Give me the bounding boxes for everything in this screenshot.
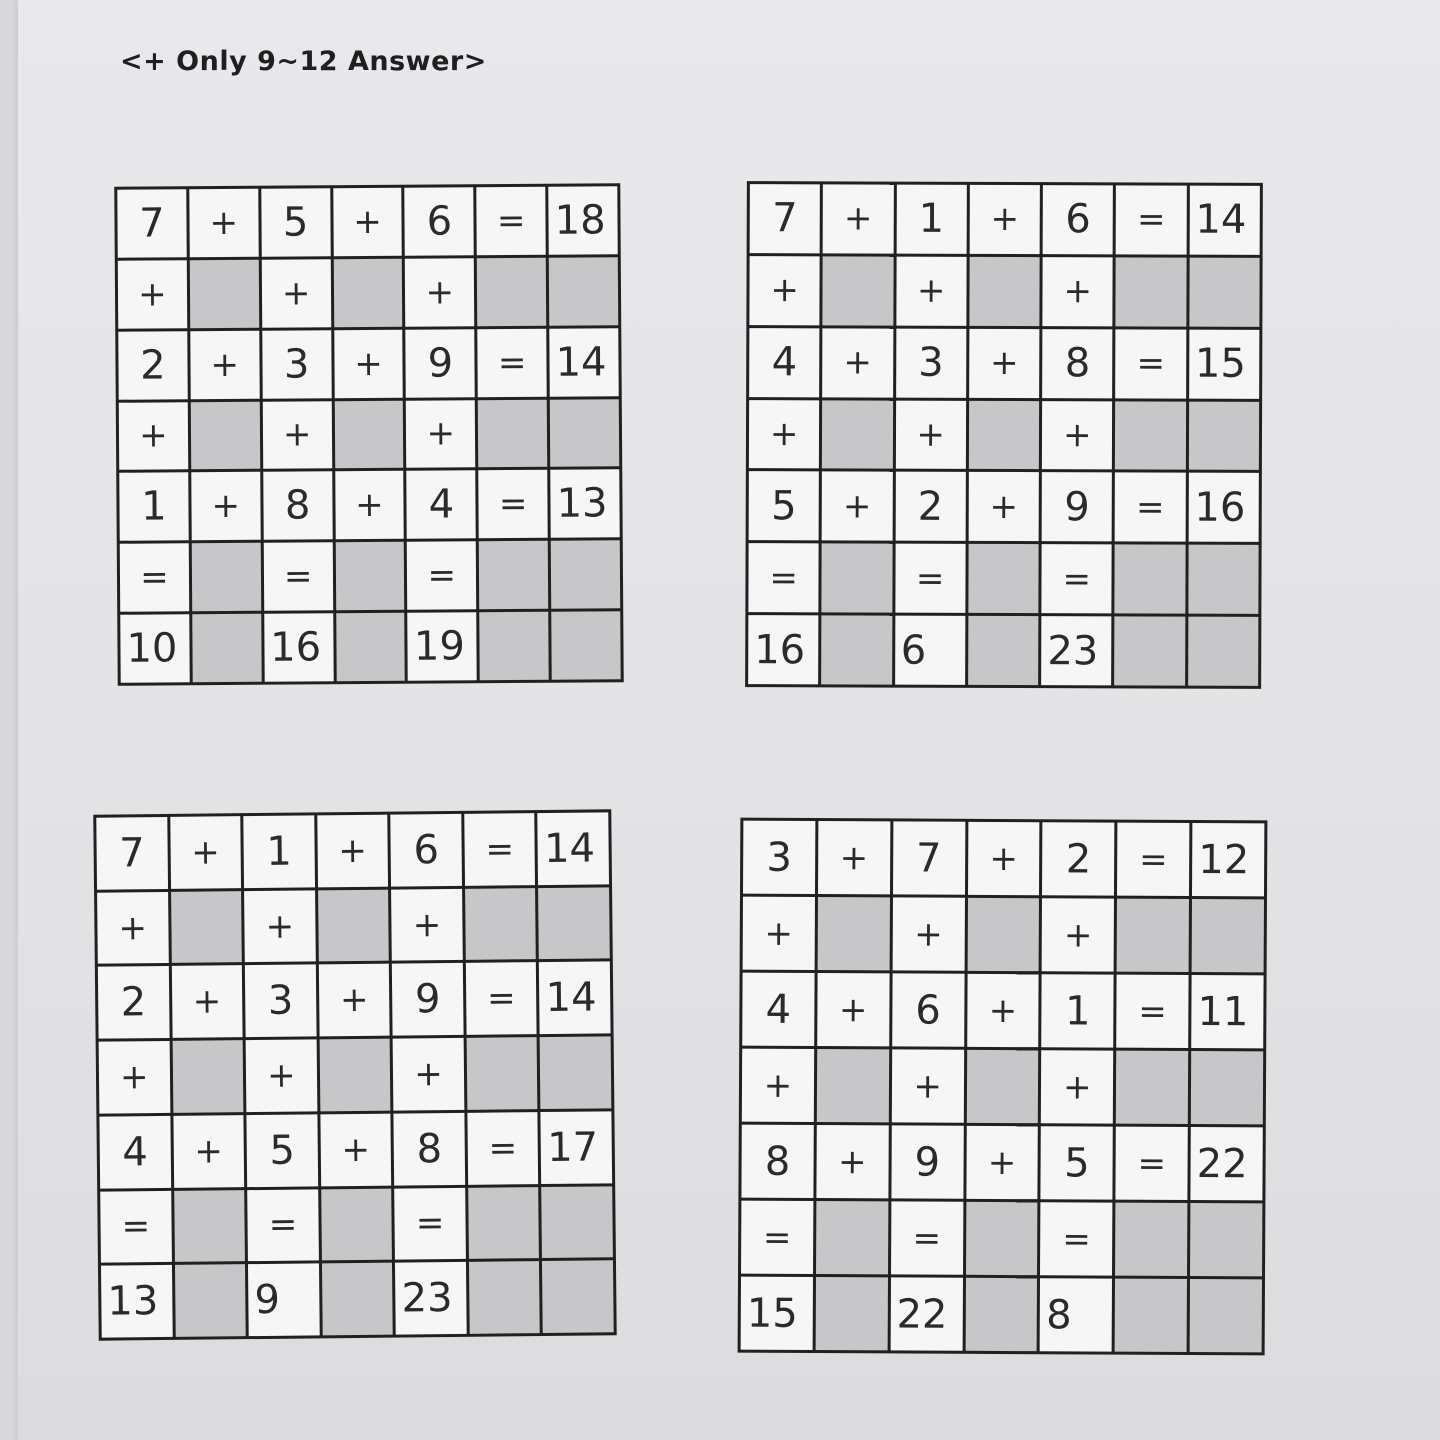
number-cell: 3 <box>896 328 967 397</box>
shaded-cell <box>336 613 405 681</box>
shaded-cell <box>318 889 389 961</box>
shaded-cell <box>538 887 609 959</box>
number-cell: 10 <box>120 614 189 682</box>
number-cell: 5 <box>247 1114 318 1186</box>
shaded-cell <box>540 1036 611 1108</box>
operator-cell: + <box>173 1115 244 1187</box>
shaded-cell <box>1188 617 1259 686</box>
shaded-cell <box>468 1187 539 1259</box>
operator-cell: = <box>741 1201 813 1274</box>
operator-cell: + <box>818 821 890 894</box>
number-cell: 6 <box>405 187 474 255</box>
number-cell: 6 <box>892 973 964 1046</box>
operator-cell: + <box>333 188 402 256</box>
shaded-cell <box>465 888 536 960</box>
shaded-cell <box>967 898 1039 971</box>
number-cell: 1 <box>119 473 188 541</box>
shaded-cell <box>817 1049 889 1122</box>
operator-cell: + <box>823 184 894 253</box>
shaded-cell <box>823 256 894 325</box>
operator-cell: + <box>967 974 1039 1047</box>
shaded-cell <box>1115 545 1186 614</box>
shaded-cell <box>175 1264 246 1336</box>
operator-cell: + <box>191 472 260 540</box>
shaded-cell <box>191 401 260 469</box>
operator-cell: + <box>743 897 815 970</box>
shaded-cell <box>335 542 404 610</box>
operator-cell: + <box>742 1049 814 1122</box>
number-cell: 22 <box>1191 1127 1263 1200</box>
number-cell: 4 <box>99 1116 170 1188</box>
shaded-cell <box>1192 899 1264 972</box>
shaded-cell <box>821 616 892 685</box>
operator-cell: + <box>749 256 820 325</box>
shaded-cell <box>815 1277 887 1350</box>
number-cell: 8 <box>394 1113 465 1185</box>
number-cell: 11 <box>1191 975 1263 1048</box>
operator-cell: + <box>262 401 331 469</box>
number-cell: 4 <box>749 328 820 397</box>
shaded-cell <box>171 891 242 963</box>
number-cell: 5 <box>1041 1126 1113 1199</box>
operator-cell: = <box>895 544 966 613</box>
number-cell: 5 <box>749 472 820 541</box>
operator-cell: = <box>263 543 332 611</box>
shaded-cell <box>542 1186 613 1258</box>
operator-cell: = <box>120 544 189 612</box>
operator-cell: + <box>817 973 889 1046</box>
number-cell: 4 <box>742 973 814 1046</box>
operator-cell: + <box>895 400 966 469</box>
number-cell: 3 <box>743 821 815 894</box>
number-cell: 9 <box>891 1125 963 1198</box>
operator-cell: = <box>467 1112 538 1184</box>
operator-cell: + <box>97 892 168 964</box>
operator-cell: + <box>966 1126 1038 1199</box>
shaded-cell <box>542 1261 613 1333</box>
shaded-cell <box>1115 617 1186 686</box>
number-cell: 3 <box>262 330 331 398</box>
shaded-cell <box>1116 257 1187 326</box>
number-cell: 2 <box>118 331 187 399</box>
number-cell: 15 <box>741 1277 813 1350</box>
operator-cell: + <box>968 472 1039 541</box>
operator-cell: + <box>822 472 893 541</box>
operator-cell: + <box>892 897 964 970</box>
number-cell: 23 <box>395 1262 466 1334</box>
shaded-cell <box>822 400 893 469</box>
operator-cell: = <box>1116 1127 1188 1200</box>
shaded-cell <box>477 258 546 326</box>
operator-cell: = <box>1115 473 1186 542</box>
number-cell: 12 <box>1192 823 1264 896</box>
operator-cell: = <box>1116 329 1187 398</box>
number-cell: 14 <box>549 328 618 396</box>
number-cell: 13 <box>101 1265 172 1337</box>
operator-cell: = <box>1116 185 1187 254</box>
operator-cell: = <box>748 543 819 612</box>
number-cell: 3 <box>245 965 316 1037</box>
shaded-cell <box>969 257 1040 326</box>
shaded-cell <box>190 260 259 328</box>
number-cell: 7 <box>117 189 186 257</box>
shaded-cell <box>469 1261 540 1333</box>
operator-cell: + <box>1043 257 1114 326</box>
shaded-cell <box>1115 401 1186 470</box>
number-cell: 2 <box>895 472 966 541</box>
shaded-cell <box>480 612 549 680</box>
operator-cell: + <box>171 966 242 1038</box>
number-cell: 17 <box>541 1111 612 1183</box>
number-cell: 7 <box>893 821 965 894</box>
shaded-cell <box>1191 1051 1263 1124</box>
number-cell: 9 <box>248 1264 319 1336</box>
shaded-cell <box>334 400 403 468</box>
number-cell: 7 <box>96 817 167 889</box>
shaded-cell <box>466 1037 537 1109</box>
shaded-cell <box>1189 401 1260 470</box>
shaded-cell <box>1116 1051 1188 1124</box>
number-cell: 16 <box>1188 473 1259 542</box>
operator-cell: = <box>1117 823 1189 896</box>
shaded-cell <box>969 400 1040 469</box>
operator-cell: + <box>319 964 390 1036</box>
number-cell: 14 <box>539 962 610 1034</box>
number-cell: 1 <box>896 185 967 254</box>
number-cell: 9 <box>392 963 463 1035</box>
number-cell: 14 <box>538 812 609 884</box>
shaded-cell <box>965 1278 1037 1351</box>
puzzle-grid-2 <box>745 181 1263 689</box>
operator-cell: + <box>405 258 474 326</box>
operator-cell: = <box>394 1187 465 1259</box>
operator-cell: + <box>1042 898 1114 971</box>
number-cell: 2 <box>1042 822 1114 895</box>
shaded-cell <box>551 611 620 679</box>
operator-cell: + <box>969 329 1040 398</box>
shaded-cell <box>1115 1203 1187 1276</box>
number-cell: 13 <box>550 470 619 538</box>
operator-cell: = <box>1040 1202 1112 1275</box>
operator-cell: = <box>1116 975 1188 1048</box>
operator-cell: + <box>968 822 1040 895</box>
operator-cell: + <box>749 400 820 469</box>
shaded-cell <box>966 1202 1038 1275</box>
number-cell: 6 <box>1043 185 1114 254</box>
operator-cell: + <box>1041 1050 1113 1123</box>
operator-cell: = <box>477 187 546 255</box>
shaded-cell <box>549 257 618 325</box>
puzzle-grid-3 <box>93 809 616 1340</box>
shaded-cell <box>192 614 261 682</box>
operator-cell: + <box>406 400 475 468</box>
operator-cell: + <box>246 1040 317 1112</box>
shaded-cell <box>822 544 893 613</box>
shaded-cell <box>1115 1279 1187 1352</box>
number-cell: 15 <box>1189 329 1260 398</box>
operator-cell: + <box>816 1125 888 1198</box>
shaded-cell <box>478 399 547 467</box>
number-cell: 9 <box>406 329 475 397</box>
number-cell: 8 <box>263 472 332 540</box>
number-cell: 1 <box>243 815 314 887</box>
operator-cell: + <box>393 1038 464 1110</box>
operator-cell: + <box>896 256 967 325</box>
operator-cell: = <box>891 1201 963 1274</box>
number-cell: 8 <box>741 1125 813 1198</box>
operator-cell: + <box>118 260 187 328</box>
shaded-cell <box>1117 899 1189 972</box>
number-cell: 16 <box>264 613 333 681</box>
number-cell: 2 <box>98 966 169 1038</box>
number-cell: 9 <box>1042 473 1113 542</box>
shaded-cell <box>968 616 1039 685</box>
shaded-cell <box>968 544 1039 613</box>
shaded-cell <box>550 399 619 467</box>
number-cell: 23 <box>1041 616 1112 685</box>
operator-cell: = <box>1042 544 1113 613</box>
number-cell: 5 <box>261 188 330 256</box>
operator-cell: = <box>100 1190 171 1262</box>
number-cell: 8 <box>1042 329 1113 398</box>
operator-cell: = <box>466 963 537 1035</box>
operator-cell: + <box>99 1041 170 1113</box>
operator-cell: + <box>190 330 259 398</box>
shaded-cell <box>172 1040 243 1112</box>
number-cell: 14 <box>1189 186 1260 255</box>
number-cell: 1 <box>1042 974 1114 1047</box>
number-cell: 6 <box>391 814 462 886</box>
shaded-cell <box>1188 545 1259 614</box>
number-cell: 19 <box>408 612 477 680</box>
operator-cell: + <box>189 189 258 257</box>
page-title: <+ Only 9~12 Answer> <box>120 46 487 77</box>
operator-cell: = <box>478 328 547 396</box>
number-cell: 8 <box>1040 1278 1112 1351</box>
operator-cell: + <box>170 816 241 888</box>
shaded-cell <box>322 1263 393 1335</box>
shaded-cell <box>1190 1203 1262 1276</box>
operator-cell: + <box>1042 401 1113 470</box>
puzzle-grid-1 <box>114 183 623 686</box>
operator-cell: + <box>969 185 1040 254</box>
operator-cell: = <box>479 470 548 538</box>
operator-cell: + <box>317 815 388 887</box>
shaded-cell <box>1189 257 1260 326</box>
number-cell: 4 <box>407 471 476 539</box>
shaded-cell <box>817 897 889 970</box>
shaded-cell <box>816 1201 888 1274</box>
operator-cell: + <box>335 471 404 539</box>
operator-cell: = <box>464 813 535 885</box>
operator-cell: + <box>892 1049 964 1122</box>
shaded-cell <box>479 541 548 609</box>
shaded-cell <box>192 543 261 611</box>
operator-cell: + <box>261 259 330 327</box>
shaded-cell <box>551 541 620 609</box>
shaded-cell <box>333 259 402 327</box>
operator-cell: = <box>407 542 476 610</box>
operator-cell: + <box>244 890 315 962</box>
number-cell: 18 <box>548 186 617 254</box>
shaded-cell <box>321 1188 392 1260</box>
shaded-cell <box>319 1039 390 1111</box>
number-cell: 7 <box>750 184 821 253</box>
operator-cell: + <box>391 889 462 961</box>
operator-cell: = <box>247 1189 318 1261</box>
operator-cell: + <box>822 328 893 397</box>
operator-cell: + <box>320 1113 391 1185</box>
shaded-cell <box>1190 1279 1262 1352</box>
number-cell: 22 <box>890 1277 962 1350</box>
number-cell: 16 <box>748 615 819 684</box>
operator-cell: + <box>119 402 188 470</box>
operator-cell: + <box>334 329 403 397</box>
shaded-cell <box>174 1190 245 1262</box>
shaded-cell <box>966 1050 1038 1123</box>
puzzle-grid-4 <box>738 818 1268 1356</box>
number-cell: 6 <box>895 616 966 685</box>
